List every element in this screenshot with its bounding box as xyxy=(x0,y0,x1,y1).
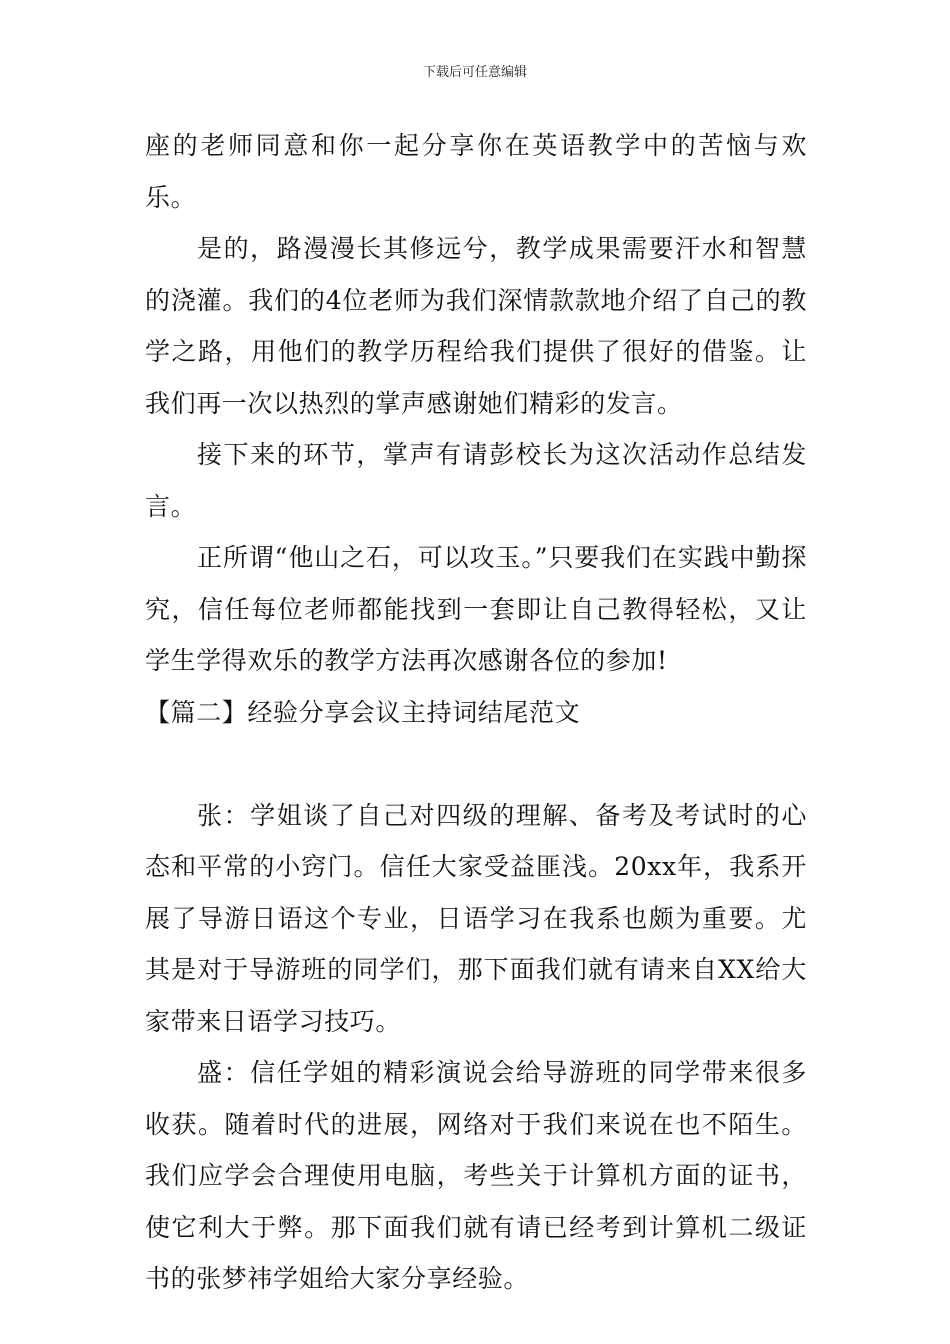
paragraph: 是的，路漫漫长其修远兮，教学成果需要汗水和智慧的浇灌。我们的4位老师为我们深情款款地介绍了自己的教学之路，用他们的教学历程给我们提供了很好的借鉴。让我们再一次以热烈的掌声感谢她们精彩的发言。 xyxy=(145,234,807,418)
page-header: 下载后可任意编辑 xyxy=(422,65,527,80)
paragraph: 张：学姐谈了自己对四级的理解、备考及考试时的心态和平常的小窍门。信任大家受益匪浅。20xx年，我系开展了导游日语这个专业，日语学习在我系也颇为重要。尤其是对于导游班的同学们，那下面我们就有请来自XX给大家带来日语学习技巧。 xyxy=(145,800,807,1036)
paragraph: 接下来的环节，掌声有请彭校长为这次活动作总结发言。 xyxy=(145,440,807,521)
paragraph: 正所谓“他山之石，可以攻玉。”只要我们在实践中勤探究，信任每位老师都能找到一套即让自己教得轻松，又让学生学得欢乐的教学方法再次感谢各位的参加! xyxy=(145,543,807,675)
document-body xyxy=(145,120,807,1305)
paragraph: 盛：信任学姐的精彩演说会给导游班的同学带来很多收获。随着时代的进展，网络对于我们来说在也不陌生。我们应学会合理使用电脑，考些关于计算机方面的证书，使它利大于弊。那下面我们就有请已经考到计算机二级证书的张梦祎学姐给大家分享经验。 xyxy=(145,1058,807,1293)
blank-line xyxy=(145,738,807,790)
paragraph-continued: 座的老师同意和你一起分享你在英语教学中的苦恼与欢乐。 xyxy=(145,131,807,212)
section-heading: 【篇二】经验分享会议主持词结尾范文 xyxy=(145,697,581,727)
